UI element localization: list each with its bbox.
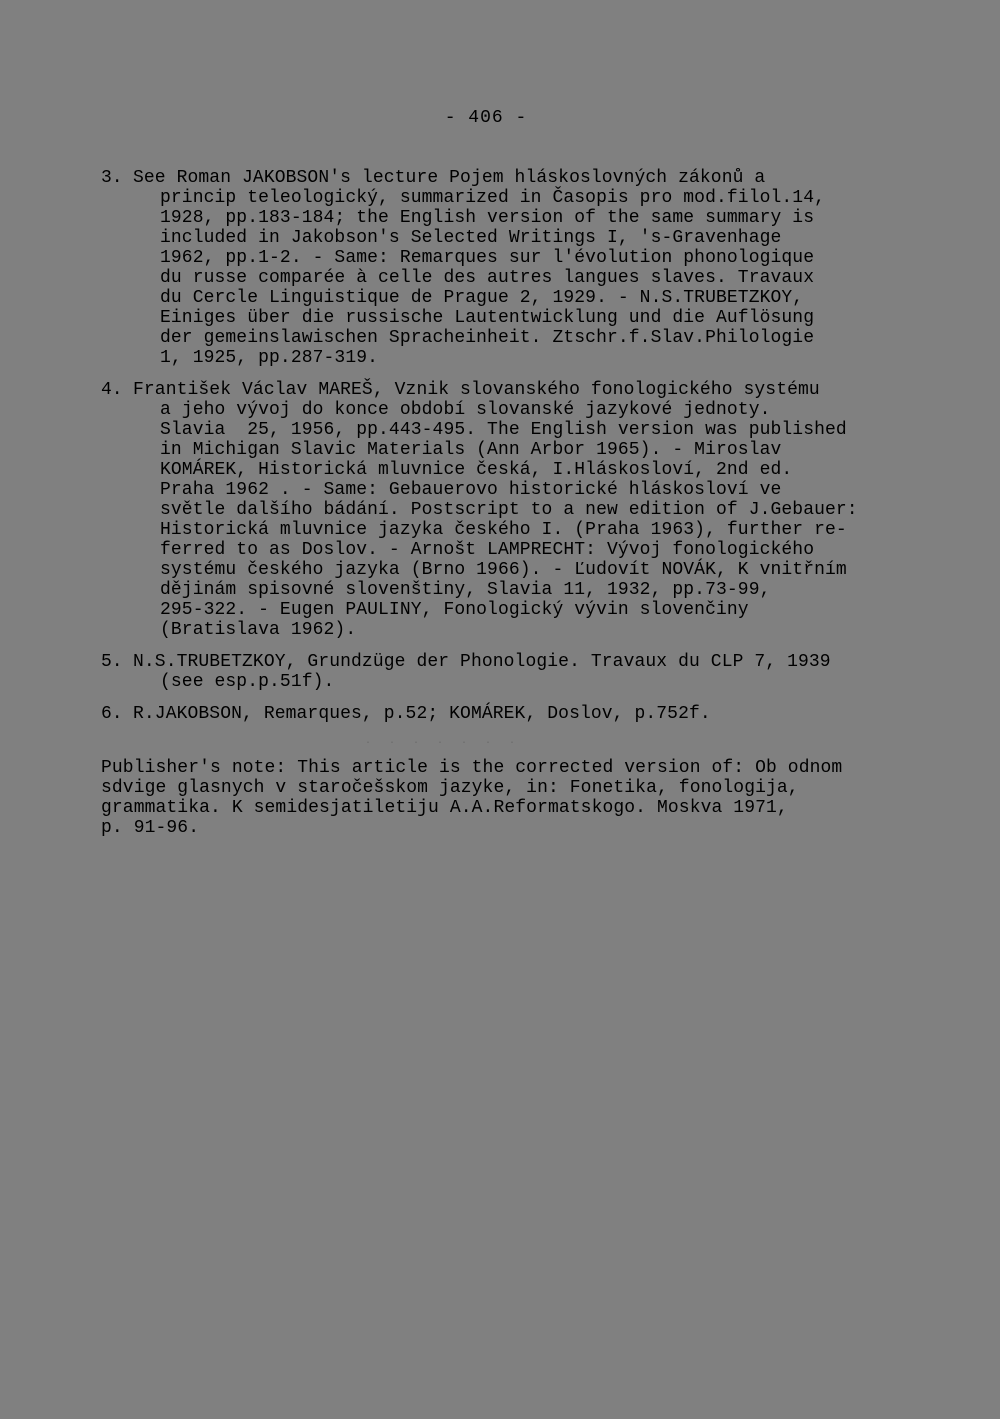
footnote-line: (Bratislava 1962). [160, 620, 357, 640]
footnote-line: KOMÁREK, Historická mluvnice česká, I.Hláskosloví, 2nd ed. [160, 460, 793, 480]
footnote-text [133, 168, 931, 368]
footnote-line: 1928, pp.183-184; the English version of the same summary is [160, 208, 815, 228]
footnote-line: Einiges über die russische Lautentwicklung und die Auflösung [160, 308, 815, 328]
footnote-line: dějinám spisovné slovenštiny, Slavia 11, 1932, pp.73-99, [160, 580, 771, 600]
footnote-line: (see esp.p.51f). [160, 672, 335, 692]
footnote-line: der gemeinslawischen Spracheinheit. Ztschr.f.Slav.Philologie [160, 328, 815, 348]
section-separator: . . . . . . . [365, 736, 522, 747]
footnote-line: included in Jakobson's Selected Writings I, 's-Gravenhage [160, 228, 782, 248]
publisher-note-line: grammatika. K semidesjatiletiju A.A.Reformatskogo. Moskva 1971, [101, 798, 788, 818]
footnote-text [133, 704, 931, 724]
footnote-line: N.S.TRUBETZKOY, Grundzüge der Phonologie. Travaux du CLP 7, 1939 [133, 652, 831, 672]
footnote-line: Historická mluvnice jazyka českého I. (Praha 1963), further re- [160, 520, 847, 540]
footnote-text [133, 652, 931, 692]
footnote-line: 295-322. - Eugen PAULINY, Fonologický vývin slovenčiny [160, 600, 749, 620]
footnote-text [133, 380, 931, 640]
footnote-number: 3. [101, 168, 123, 188]
footnote-line: 1, 1925, pp.287-319. [160, 348, 379, 368]
publisher-note [101, 758, 931, 838]
publisher-note-line: p. 91-96. [101, 818, 200, 838]
footnotes-list [101, 168, 931, 736]
footnote-line: du Cercle Linguistique de Prague 2, 1929. - N.S.TRUBETZKOY, [160, 288, 804, 308]
footnote-line: světle dalšího bádání. Postscript to a new edition of J.Gebauer: [160, 500, 858, 520]
footnote-line: a jeho vývoj do konce období slovanské jazykové jednoty. [160, 400, 771, 420]
footnote-line: princip teleologický, summarized in Časopis pro mod.filol.14, [160, 188, 826, 208]
publisher-note-line: sdvige glasnych v staročešskom jazyke, in: Fonetika, fonologija, [101, 778, 799, 798]
footnote-5 [101, 652, 931, 692]
footnote-number: 5. [101, 652, 123, 672]
footnote-6 [101, 704, 931, 724]
footnote-line: systému českého jazyka (Brno 1966). - Ľudovít NOVÁK, K vnitřním [160, 560, 847, 580]
footnote-number: 4. [101, 380, 123, 400]
footnote-line: R.JAKOBSON, Remarques, p.52; KOMÁREK, Doslov, p.752f. [133, 704, 711, 724]
footnote-4 [101, 380, 931, 640]
footnote-line: Praha 1962 . - Same: Gebauerovo historické hláskosloví ve [160, 480, 782, 500]
footnote-line: ferred to as Doslov. - Arnošt LAMPRECHT: Vývoj fonologického [160, 540, 815, 560]
footnote-number: 6. [101, 704, 123, 724]
page-number: - 406 - [444, 108, 528, 128]
footnote-3 [101, 168, 931, 368]
footnote-line: 1962, pp.1-2. - Same: Remarques sur l'évolution phonologique [160, 248, 815, 268]
footnote-line: František Václav MAREŠ, Vznik slovanského fonologického systému [133, 380, 820, 400]
footnote-line: Slavia 25, 1956, pp.443-495. The English version was published [160, 420, 847, 440]
publisher-note-line: Publisher's note: This article is the corrected version of: Ob odnom [101, 758, 843, 778]
footnote-line: in Michigan Slavic Materials (Ann Arbor 1965). - Miroslav [160, 440, 782, 460]
footnote-line: du russe comparée à celle des autres langues slaves. Travaux [160, 268, 815, 288]
footnote-line: See Roman JAKOBSON's lecture Pojem hláskoslovných zákonů a [133, 168, 766, 188]
